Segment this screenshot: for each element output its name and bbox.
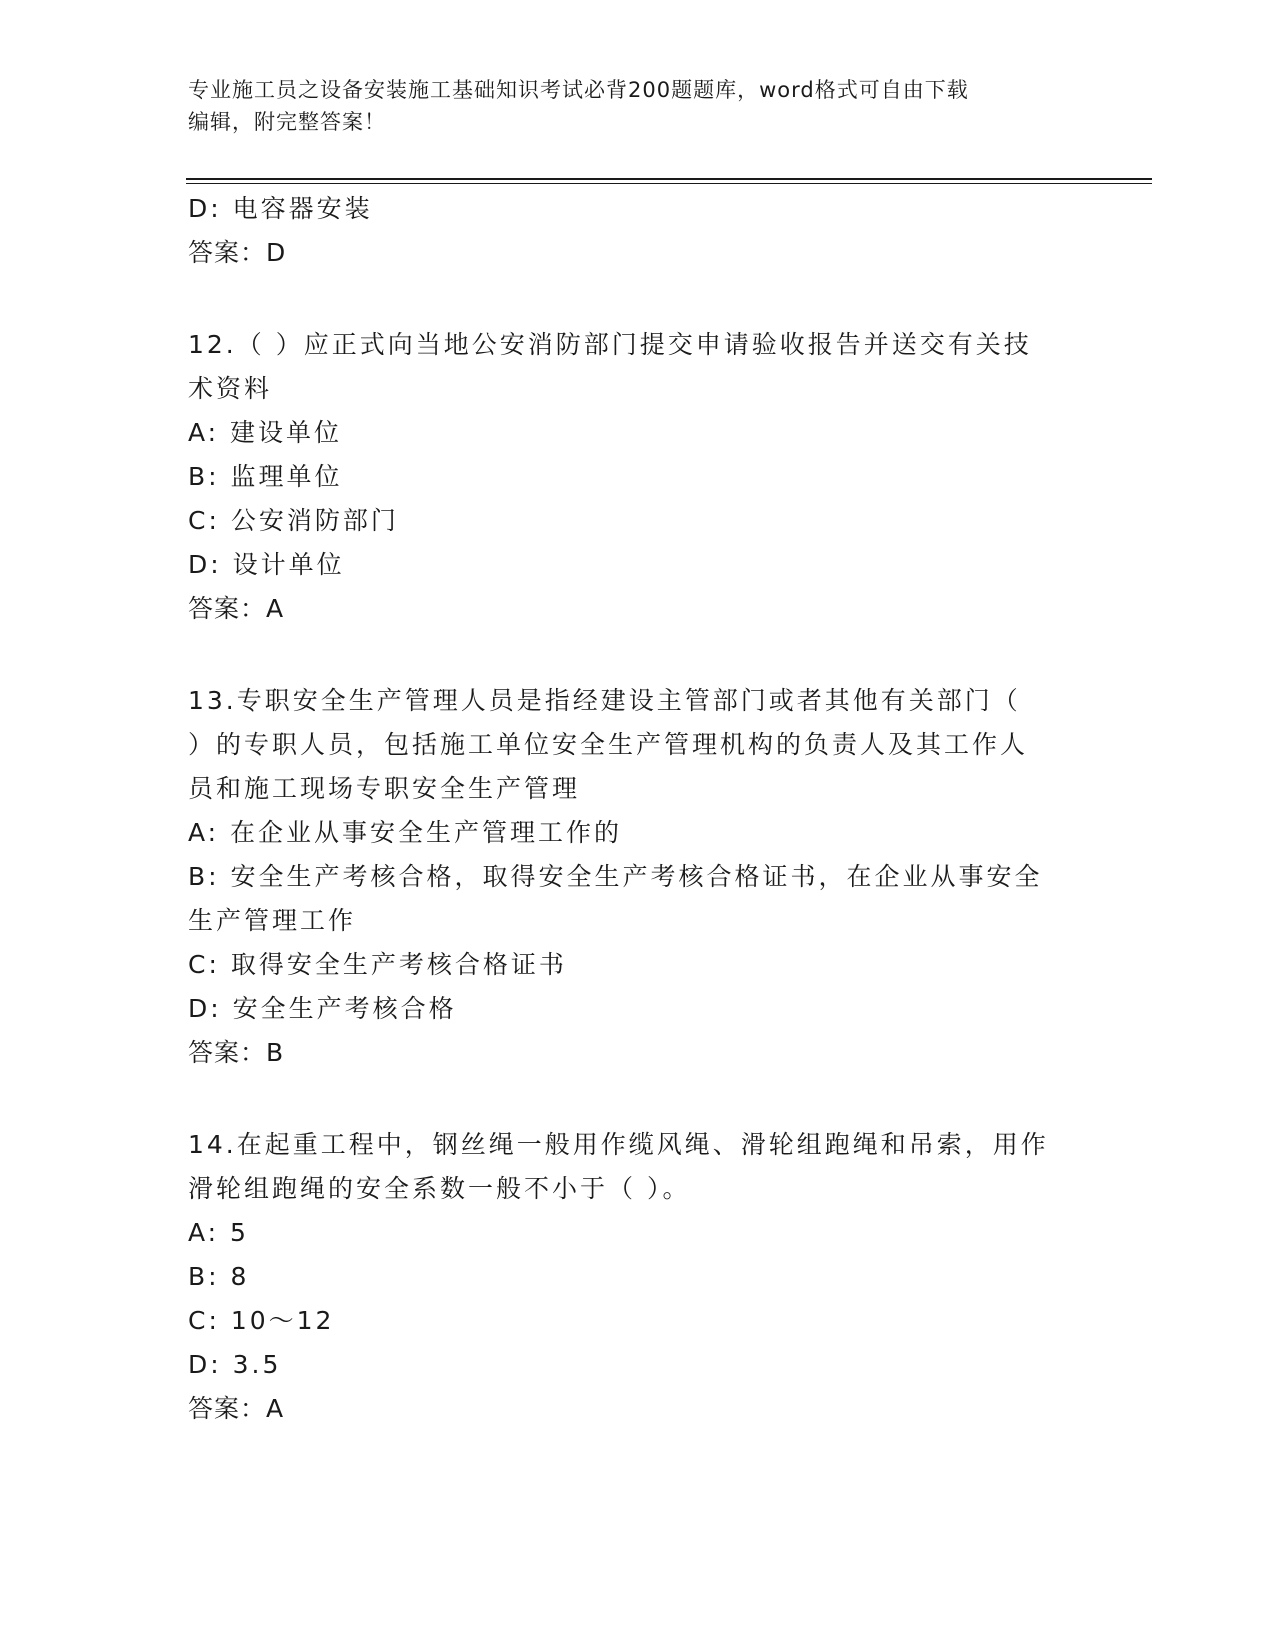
q12-answer: 答案：A: [188, 594, 285, 623]
q12-stem-line1: 12.（ ）应正式向当地公安消防部门提交申请验收报告并送交有关技: [188, 330, 1032, 359]
q11-answer: 答案：D: [188, 238, 287, 267]
q14-option-a: A: 5: [188, 1218, 249, 1247]
q14-stem-line1: 14.在起重工程中，钢丝绳一般用作缆风绳、滑轮组跑绳和吊索，用作: [188, 1130, 1049, 1159]
q13-option-a: A: 在企业从事安全生产管理工作的: [188, 818, 623, 847]
q14-option-c: C: 10～12: [188, 1306, 335, 1335]
q13-answer: 答案：B: [188, 1038, 285, 1067]
q13-option-c: C: 取得安全生产考核合格证书: [188, 950, 567, 979]
q12-option-c: C: 公安消防部门: [188, 506, 399, 535]
q13-option-d: D: 安全生产考核合格: [188, 994, 457, 1023]
q13-option-b-line2: 生产管理工作: [188, 906, 357, 935]
q14-option-b: B: 8: [188, 1262, 250, 1291]
header-rule-thin: [186, 183, 1152, 184]
q14-option-d: D: 3.5: [188, 1350, 282, 1379]
q13-stem-line1: 13.专职安全生产管理人员是指经建设主管部门或者其他有关部门（: [188, 686, 1021, 715]
q14-answer: 答案：A: [188, 1394, 285, 1423]
q12-option-b: B: 监理单位: [188, 462, 343, 491]
q13-stem-line3: 员和施工现场专职安全生产管理: [188, 774, 581, 803]
page-header: [188, 74, 1068, 138]
q12-option-d: D: 设计单位: [188, 550, 345, 579]
q11-option-d: D: 电容器安装: [188, 194, 373, 223]
header-title-line1: 专业施工员之设备安装施工基础知识考试必背200题题库，word格式可自由下载: [188, 78, 969, 102]
q13-stem-line2: ）的专职人员，包括施工单位安全生产管理机构的负责人及其工作人: [188, 730, 1029, 759]
header-rule-thick: [186, 178, 1152, 180]
q13-option-b-line1: B: 安全生产考核合格，取得安全生产考核合格证书，在企业从事安全: [188, 862, 1043, 891]
q14-stem-line2: 滑轮组跑绳的安全系数一般不小于（ ）。: [188, 1174, 691, 1203]
header-title-line2: 编辑，附完整答案！: [188, 110, 386, 134]
q12-option-a: A: 建设单位: [188, 418, 343, 447]
q12-stem-line2: 术资料: [188, 374, 273, 403]
